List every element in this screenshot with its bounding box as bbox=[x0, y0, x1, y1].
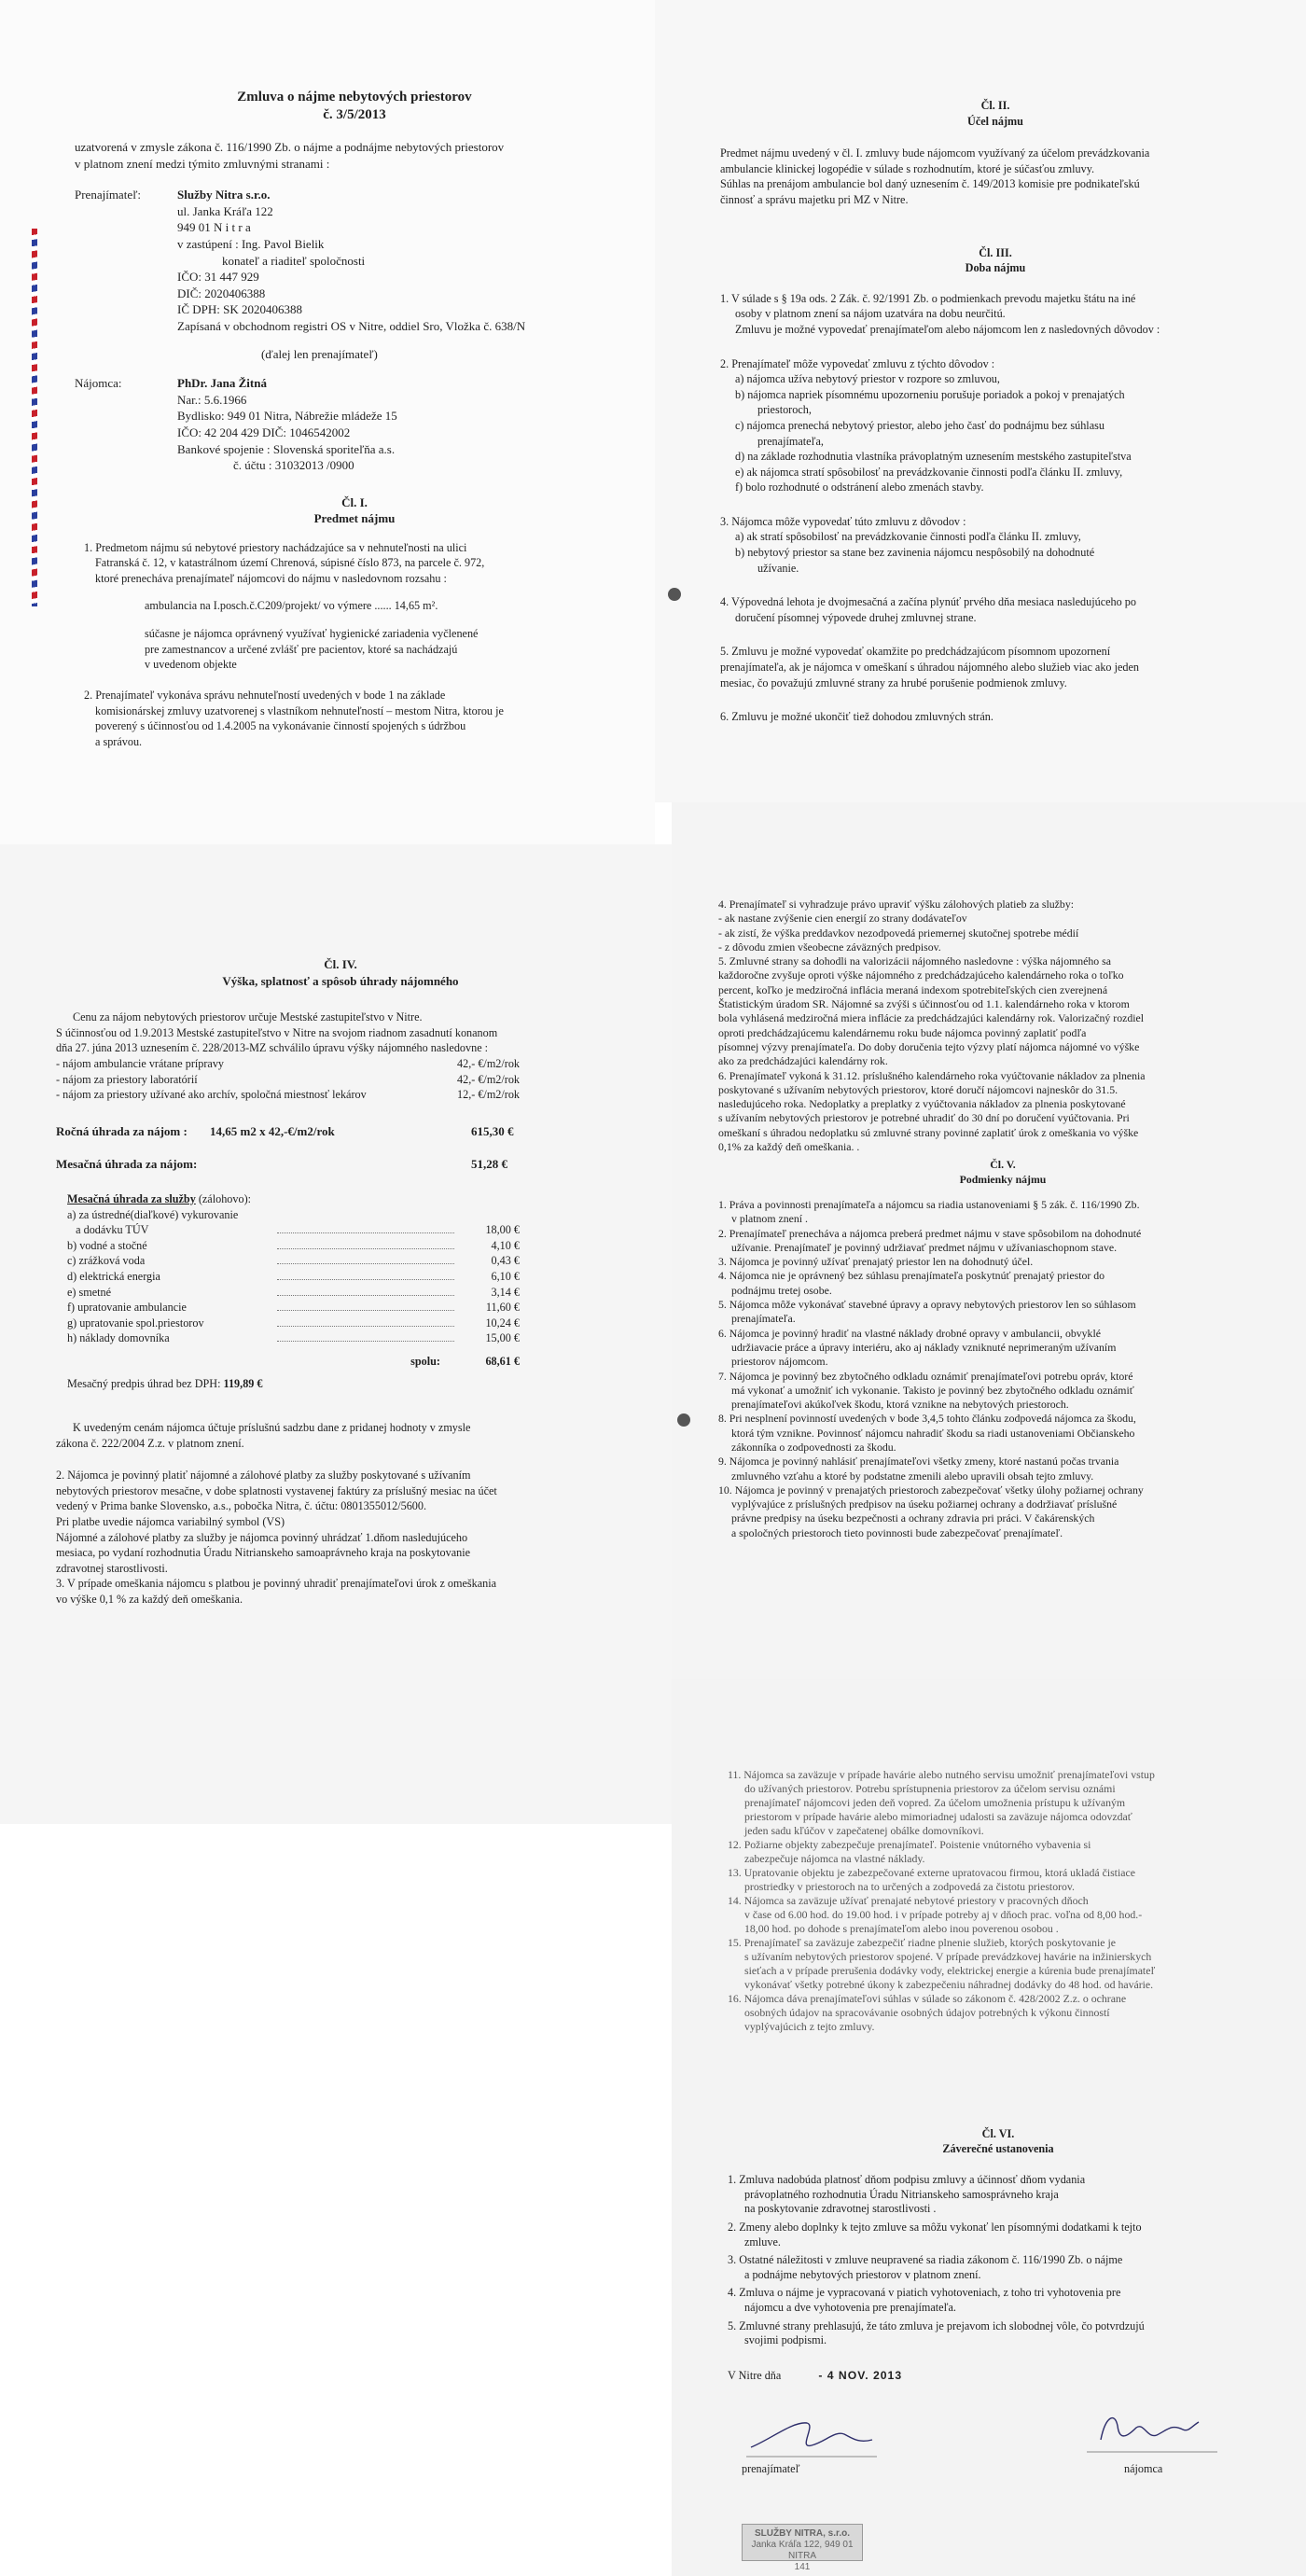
article-4-intro: Cenu za nájom nebytových priestorov určuje Mestské zastupiteľstvo v Nitre. S účinnosťou od 1.9.2013 Mestské zastupiteľstvo v Nitre na svojom riadnom zasadnutí konanom dňa 27. júna 2013 uznesením č. 228/2013-MZ schválilo úpravu výšky nájomného nasledovne : bbox=[56, 1010, 498, 1055]
condition-item: 3. Nájomca je povinný užívať prenajatý priestor len na dohodnutý účel. bbox=[718, 1255, 1034, 1269]
dot-leader bbox=[277, 1300, 454, 1311]
intro: uzatvorená v zmysle zákona č. 116/1990 Zb. o nájme a podnájme nebytových priestorov v platnom znení medzi týmito zmluvnými stranami : bbox=[75, 140, 505, 171]
article-1-point-1: 1. Predmetom nájmu sú nebytové priestory nachádzajúce sa v nehnuteľnosti na ulici Fatranská č. 12, v katastrálnom území Chrenová, súpisné číslo 873, na parcele č. 972, ktoré prenecháva prenajímateľ nájomcovi do nájmu v nasledovnom rozsahu : bbox=[84, 540, 485, 586]
page-5-final-provisions bbox=[672, 1679, 1306, 2576]
tenant-signature-label: nájomca bbox=[1124, 2462, 1163, 2475]
article-2-heading: Čl. II. Účel nájmu bbox=[967, 99, 1023, 128]
final-provision-item: 3. Ostatné náležitosti v zmluve neupravené sa riadia zákonom č. 116/1990 Zb. o nájme a podnájme nebytových priestorov v platnom znení. bbox=[728, 2253, 1123, 2281]
article-1-heading: Čl. I. Predmet nájmu bbox=[313, 494, 396, 526]
article-2-text: Predmet nájmu uvedený v čl. I. zmluvy bude nájomcom využívaný za účelom prevádzkovania ambulancie klinickej logopédie v súlade s rozhodnutím, ktoré je súčasťou zmluvy. Súhlas na prenájom ambulancie bol daný uznesením č. 149/2013 komisie pre podnikateľskú činnosť a správu majetku pri MZ v Nitre. bbox=[720, 146, 1150, 206]
punch-hole bbox=[677, 1413, 690, 1427]
monthly-total: Mesačný predpis úhrad bez DPH: 119,89 € bbox=[67, 1377, 263, 1391]
blank-area bbox=[0, 1824, 672, 2576]
landlord-block: Prenajímateľ: Služby Nitra s.r.o. ul. Janka Kráľa 122 949 01 N i t r a v zastúpení : Ing. Pavol Bielik konateľ a riaditeľ spoločnosti IČO: 31 447 929 DIČ: 2020406388 IČ DPH: SK 2020406388 Zapísaná v obchodnom registri OS v Nitre, oddiel Sro, Vložka č. 638/N bbox=[75, 188, 526, 333]
service-row: a dodávku TÚV 18,00 € bbox=[67, 1223, 520, 1237]
dot-leader bbox=[277, 1238, 454, 1249]
final-provision-item: 5. Zmluvné strany prehlasujú, že táto zmluva je prejavom ich slobodnej vôle, čo potvrdzujú svojimi podpismi. bbox=[728, 2318, 1145, 2347]
article-3-point-3: 3. Nájomca môže vypovedať túto zmluvu z dôvodov : a) ak stratí spôsobilosť na prevádzkovanie činnosti podľa článku II. zmluvy, b) nebytový priestor sa stane bez zavinenia nájomcu nespôsobilý na dohodnuté užívanie. bbox=[720, 514, 1095, 575]
rate-row: - nájom za priestory užívané ako archív, spoločná miestnosť lekárov 12,- €/m2/rok bbox=[56, 1088, 521, 1102]
condition-item: 15. Prenajímateľ sa zaväzuje zabezpečiť riadne plnenie služieb, ktorých poskytovanie je s užívaním nebytových priestorov spojené. V prípade prevádzkovej havárie na inžinierskych sieťach a v prípade prerušenia dodávky vody, elektrickej energie a kúrenia bude prenajímateľ vykonávať všetky potrebné úkony k zabezpečeniu náhradnej dodávky do 48 hod. od havárie. bbox=[728, 1936, 1156, 1991]
tenant-signature bbox=[1082, 2398, 1222, 2463]
final-provision-item: 4. Zmluva o nájme je vypracovaná v piatich vyhotoveniach, z toho tri vyhotovenia pre nájomcu a dve vyhotovenia pre prenajímateľa. bbox=[728, 2286, 1121, 2314]
page-4-conditions bbox=[672, 802, 1306, 1679]
annual-rent: Ročná úhrada za nájom : 14,65 m2 x 42,-€/m2/rok 615,30 € bbox=[56, 1123, 514, 1138]
article-5-list bbox=[718, 1198, 1287, 1540]
article-4-point-6: 6. Prenajímateľ vykoná k 31.12. príslušného kalendárneho roka vyúčtovanie nákladov za plnenia poskytované s užívaním nebytových priestorov, ktoré doručí nájomcovi najneskôr do 31.5. nasledujúceho roka. Nedoplatky a preplatky z vyúčtovania nákladov za plnenia poskytované s užívaním nebytových priestorov je potrebné uhradiť do 30 dní po doručení vyúčtovania. Pri omeškaní s úhradou nedoplatku sú zmluvné strany povinné zaplatiť úrok z omeškania vo výške 0,1% za každý deň omeškania. . bbox=[718, 1068, 1146, 1154]
dot-leader bbox=[277, 1330, 454, 1342]
landlord-signature bbox=[742, 2402, 882, 2468]
service-row: b) vodné a stočné 4,10 € bbox=[67, 1238, 520, 1252]
services-list bbox=[67, 1207, 625, 1346]
rate-row: - nájom za priestory laboratórií 42,- €/m2/rok bbox=[56, 1072, 521, 1086]
final-provision-item: 2. Zmeny alebo doplnky k tejto zmluve sa môžu vykonať len písomnými dodatkami k tejto zmluve. bbox=[728, 2220, 1142, 2249]
conditions-continued-list bbox=[728, 1768, 1269, 2034]
place-date: V Nitre dňa - 4 NOV. 2013 bbox=[728, 2368, 903, 2382]
condition-item: 7. Nájomca je povinný bez zbytočného odkladu oznámiť prenajímateľovi potrebu opráv, ktoré má vykonať a umožniť ich vykonanie. Takisto je povinný bez zbytočného odkladu oznámiť prenajímateľovi akúkoľvek škodu, ktorá vznikne na nebytových priestoroch. bbox=[718, 1369, 1134, 1412]
contract-title: Zmluva o nájme nebytových priestorov č. 3/5/2013 bbox=[237, 90, 472, 122]
article-4-payments: 2. Nájomca je povinný platiť nájomné a zálohové platby za služby poskytované s užívaním nebytových priestorov mesačne, v dobe splatnosti vystavenej faktúry za príslušný mesiac na účet vedený v Prima banke Slovensko, a.s., pobočka Nitra, č. účtu: 0801355012/5600. Pri platbe uvedie nájomca variabilný symbol (VS) Nájomné a zálohové platby za služby je nájomca povinný uhrádzať 1.dňom nasledujúceho mesiaca, po vydaní rozhodnutia Úradu Nitrianskeho samoaprávneho kraja na poskytovanie zdravotnej starostlivosti. 3. V prípade omeškania nájomcu s platbou je povinný uhradiť prenajímateľovi úrok z omeškania vo výške 0,1 % za každý deň omeškania. bbox=[56, 1469, 497, 1606]
article-3-point-5: 5. Zmluvu je možné vypovedať okamžite po predchádzajúcom písomnom upozornení prenajímateľa, ak je nájomca v omeškaní s úhradou nájomného alebo služieb viac ako jeden mesiac, čo považujú zmluvné strany za hrubé porušenie podmienok zmluvy. bbox=[720, 645, 1139, 689]
condition-item: 6. Nájomca je povinný hradiť na vlastné náklady drobné opravy v ambulancii, obvyklé udržiavacie práce a úpravy interiéru, ako aj náklady vzniknuté neprimeraným užívaním priestorov nájomcom. bbox=[718, 1326, 1117, 1369]
ambulance-area: ambulancia na I.posch.č.C209/projekt/ vo výmere ...... 14,65 m². bbox=[145, 598, 438, 612]
dot-leader bbox=[277, 1222, 454, 1233]
service-row: a) za ústredné(diaľkové) vykurovanie bbox=[67, 1207, 625, 1223]
article-4-point-5: 5. Zmluvné strany sa dohodli na valorizácii nájomného nasledovne : výška nájomného sa každoročne zvyšuje oproti výške nájomného z predchádzajúceho kalendárneho roka o toľko percent, koľko je medziročná inflácia meraná indexom spotrebiteľských cien zverejnená Štatistickým úradom SR. Nájomné sa zvýši s účinnosťou od 1.1. kalendárneho roka v ktorom bola vyhlásená medziročná miera inflácie za predchádzajúci kalendárny rok. Valorizačný rozdiel oproti predchádzajúcemu kalendárnemu roku bude nájomca povinný zaplatiť podľa písomnej výzvy prenajímateľa. Do doby doručenia tejto výzvy platí nájomca nájomné vo výške ako za predchádzajúci kalendárny rok. bbox=[718, 954, 1145, 1068]
article-6-list bbox=[728, 2173, 1269, 2348]
condition-item: 13. Upratovanie objektu je zabezpečované externe upratovacou firmou, ktorá ukladá čistiace prostriedky v priestoroch na to určených a zodpovedá za čistotu priestorov. bbox=[728, 1866, 1135, 1893]
article-4-heading: Čl. IV. Výška, splatnosť a spôsob úhrady nájomného bbox=[222, 957, 459, 988]
page-2-purpose-term bbox=[655, 0, 1306, 802]
dot-leader bbox=[277, 1207, 454, 1218]
company-stamp: SLUŽBY NITRA, s.r.o. Janka Kráľa 122, 949 01 NITRA 141 bbox=[742, 2524, 863, 2561]
dot-leader bbox=[277, 1253, 454, 1264]
condition-item: 12. Požiarne objekty zabezpečuje prenajímateľ. Poistenie vnútorného vybavenia si zabezpečuje nájomca na vlastné náklady. bbox=[728, 1838, 1091, 1865]
punch-hole bbox=[668, 588, 681, 601]
article-5-heading: Čl. V. Podmienky nájmu bbox=[959, 1158, 1047, 1186]
article-4-point-4: 4. Prenajímateľ si vyhradzuje právo upraviť výšku zálohových platieb za služby: - ak nastane zvýšenie cien energií zo strany dodávateľov - ak zistí, že výška preddavkov nezodpovedá priemernej skutočnej spotrebe médií - z dôvodu zmien všeobecne záväzných predpisov. bbox=[718, 898, 1079, 954]
date-stamp: - 4 NOV. 2013 bbox=[818, 2368, 903, 2382]
condition-item: 8. Pri nesplnení povinností uvedených v bode 3,4,5 tohto článku zodpovedá nájomca za škodu, ktorá tým vznikne. Povinnosť nájomcu nahradiť škodu sa riadi ustanoveniami Občianskeho zákonníka o zodpovednosti za škodu. bbox=[718, 1412, 1136, 1454]
article-3-point-1: 1. V súlade s § 19a ods. 2 Zák. č. 92/1991 Zb. o podmienkach prevodu majetku štátu na iné osoby v platnom znení sa nájom uzatvára na dobu neurčitú. Zmluvu je možné vypovedať prenajímateľom alebo nájomcom len z nasledovných dôvodov : bbox=[720, 291, 1160, 336]
landlord-signature-label: prenajímateľ bbox=[742, 2462, 800, 2475]
hygiene-clause: súčasne je nájomca oprávnený využívať hygienické zariadenia vyčlenené pre zamestnancov a určené zvlášť pre pacientov, ktoré sa nachádzajú v uvedenom objekte bbox=[145, 627, 479, 672]
page-3-rent-payment bbox=[0, 844, 672, 1824]
rate-list bbox=[56, 1056, 625, 1103]
landlord-note: (ďalej len prenajímateľ) bbox=[261, 346, 378, 361]
condition-item: 16. Nájomca dáva prenajímateľovi súhlas v súlade so zákonom č. 428/2002 Z.z. o ochrane osobných údajov na spracovávanie osobných údajov potrebných k výkonu činností vyplývajúcich z tejto zmluvy. bbox=[728, 1992, 1127, 2033]
dot-leader bbox=[277, 1285, 454, 1296]
service-row: d) elektrická energia 6,10 € bbox=[67, 1269, 520, 1283]
condition-item: 2. Prenajímateľ prenecháva a nájomca preberá predmet nájmu v stave spôsobilom na dohodnuté užívanie. Prenajímateľ je povinný udržiavať predmet nájmu v užívaniaschopnom stave. bbox=[718, 1226, 1142, 1254]
condition-item: 14. Nájomca sa zaväzuje užívať prenajaté nebytové priestory v pracovných dňoch v čase od 6.00 hod. do 19.00 hod. i v prípade potreby aj v dňoch prac. voľna od 8,00 hod.- 18,00 hod. po dohode s prenajímateľom alebo inou poverenou osobou . bbox=[728, 1894, 1143, 1935]
article-3-point-2: 2. Prenajímateľ môže vypovedať zmluvu z týchto dôvodov : a) nájomca užíva nebytový priestor v rozpore so zmluvou, b) nájomca napriek písomnému upozorneniu porušuje poriadok a pokoj v prenajatých priestoroch, c) nájomca prenechá nebytový priestor, alebo jeho časť do podnájmu bez súhlasu prenajímateľa, d) na základe rozhodnutia vlastníka právoplatným uznesením mestského zastupiteľstva e) ak nájomca stratí spôsobilosť na prevádzkovanie činnosti podľa článku II. zmluvy, f) bolo rozhodnuté o odstránení alebo zmenách stavby. bbox=[720, 356, 1132, 494]
service-row: c) zrážková voda 0,43 € bbox=[67, 1254, 520, 1268]
condition-item: 4. Nájomca nie je oprávnený bez súhlasu prenajímateľa poskytnúť prenajatý priestor do podnájmu tretej osobe. bbox=[718, 1269, 1105, 1297]
article-3-heading: Čl. III. Doba nájmu bbox=[965, 245, 1026, 275]
tenant-block: Nájomca: PhDr. Jana Žitná Nar.: 5.6.1966 Bydlisko: 949 01 Nitra, Nábrežie mládeže 15 IČO: 42 204 429 DIČ: 1046542002 Bankové spojenie : Slovenská sporiteľňa a.s. č. účtu : 31032013 /0900 bbox=[75, 376, 397, 473]
dot-leader bbox=[277, 1269, 454, 1280]
condition-item: 11. Nájomca sa zaväzuje v prípade havárie alebo nutného servisu umožniť prenajímateľovi vstup do užívaných priestorov. Potrebu sprístupnenia priestorov za účelom servisu oznámi prenajímateľ nájomcovi jeden deň vopred. Za účelom umožnenia prístupu k užívaným priestorom v prípade havárie alebo mimoriadnej udalosti sa zaväzuje nájomca odovzdať jeden sadu kľúčov v zapečatenej obálke domovníkovi. bbox=[728, 1768, 1155, 1837]
page-1-contract-header bbox=[0, 0, 655, 844]
service-row: f) upratovanie ambulancie 11,60 € bbox=[67, 1301, 520, 1315]
article-3-point-4: 4. Výpovedná lehota je dvojmesačná a začína plynúť prvého dňa mesiaca nasledujúceho po doručení písomnej výpovede druhej zmluvnej strane. bbox=[720, 595, 1136, 624]
monthly-rent: Mesačná úhrada za nájom: 51,28 € bbox=[56, 1157, 507, 1172]
services-block: Mesačná úhrada za služby (zálohovo): a) za ústredné(diaľkové) vykurovanie a dodávku TÚV 18,00 € b) vodné a stočné 4,10 € c) zrážková voda 0,43 € d) elektrická energia 6,10 € e) smetné 3,14 € f) upratovanie ambulancie 11,60 € g) upratovanie spol.priestorov 10,24 € h) náklady domovníka 15,00 € spolu: 68,61 € bbox=[56, 1191, 625, 1370]
dot-leader bbox=[277, 1316, 454, 1327]
final-provision-item: 1. Zmluva nadobúda platnosť dňom podpisu zmluvy a účinnosť dňom vydania právoplatného rozhodnutia Úradu Nitrianskeho samosprávneho kraja na poskytovanie zdravotnej starostlivosti . bbox=[728, 2173, 1086, 2216]
condition-item: 10. Nájomca je povinný v prenajatých priestoroch zabezpečovať všetky úlohy požiarnej ochrany vyplývajúce z príslušných predpisov na úseku požiarnej ochrany a dodržiavať príslušné právne predpisy na úseku bezpečnosti a ochrany zdravia pri práci. V čakárenských a spoločných priestoroch tieto povinnosti bude zabezpečovať prenajímateľ. bbox=[718, 1483, 1144, 1539]
service-row: g) upratovanie spol.priestorov 10,24 € bbox=[67, 1316, 520, 1330]
condition-item: 1. Práva a povinnosti prenajímateľa a nájomcu sa riadia ustanoveniami § 5 zák. č. 116/1990 Zb. v platnom znení . bbox=[718, 1197, 1140, 1226]
binding-cord bbox=[32, 229, 37, 606]
article-3-point-6: 6. Zmluvu je možné ukončiť tiež dohodou zmluvných strán. bbox=[720, 710, 993, 724]
service-row: h) náklady domovníka 15,00 € bbox=[67, 1331, 520, 1345]
article-6-heading: Čl. VI. Záverečné ustanovenia bbox=[942, 2127, 1054, 2155]
services-total: spolu: 68,61 € bbox=[410, 1354, 520, 1368]
vat-clause: K uvedeným cenám nájomca účtuje príslušnú sadzbu dane z pridanej hodnoty v zmysle zákona č. 222/2004 Z.z. v platnom znení. bbox=[56, 1421, 471, 1450]
condition-item: 5. Nájomca môže vykonávať stavebné úpravy a opravy nebytových priestorov len so súhlasom prenajímateľa. bbox=[718, 1298, 1136, 1326]
article-1-point-2: 2. Prenajímateľ vykonáva správu nehnuteľností uvedených v bode 1 na základe komisionárskej zmluvy uzatvorenej s vlastníkom nehnuteľností – mestom Nitra, ktorou je poverený s účinnosťou od 1.4.2005 na vykonávanie činností spojených s údržbou a správou. bbox=[84, 689, 504, 748]
condition-item: 9. Nájomca je povinný nahlásiť prenajímateľovi všetky zmeny, ktoré nastanú počas trvania zmluvného vzťahu a ktoré by podstatne zmenili alebo upravili obsah tejto zmluvy. bbox=[718, 1455, 1119, 1483]
rate-row: - nájom ambulancie vrátane prípravy 42,- €/m2/rok bbox=[56, 1056, 521, 1070]
service-row: e) smetné 3,14 € bbox=[67, 1285, 520, 1299]
